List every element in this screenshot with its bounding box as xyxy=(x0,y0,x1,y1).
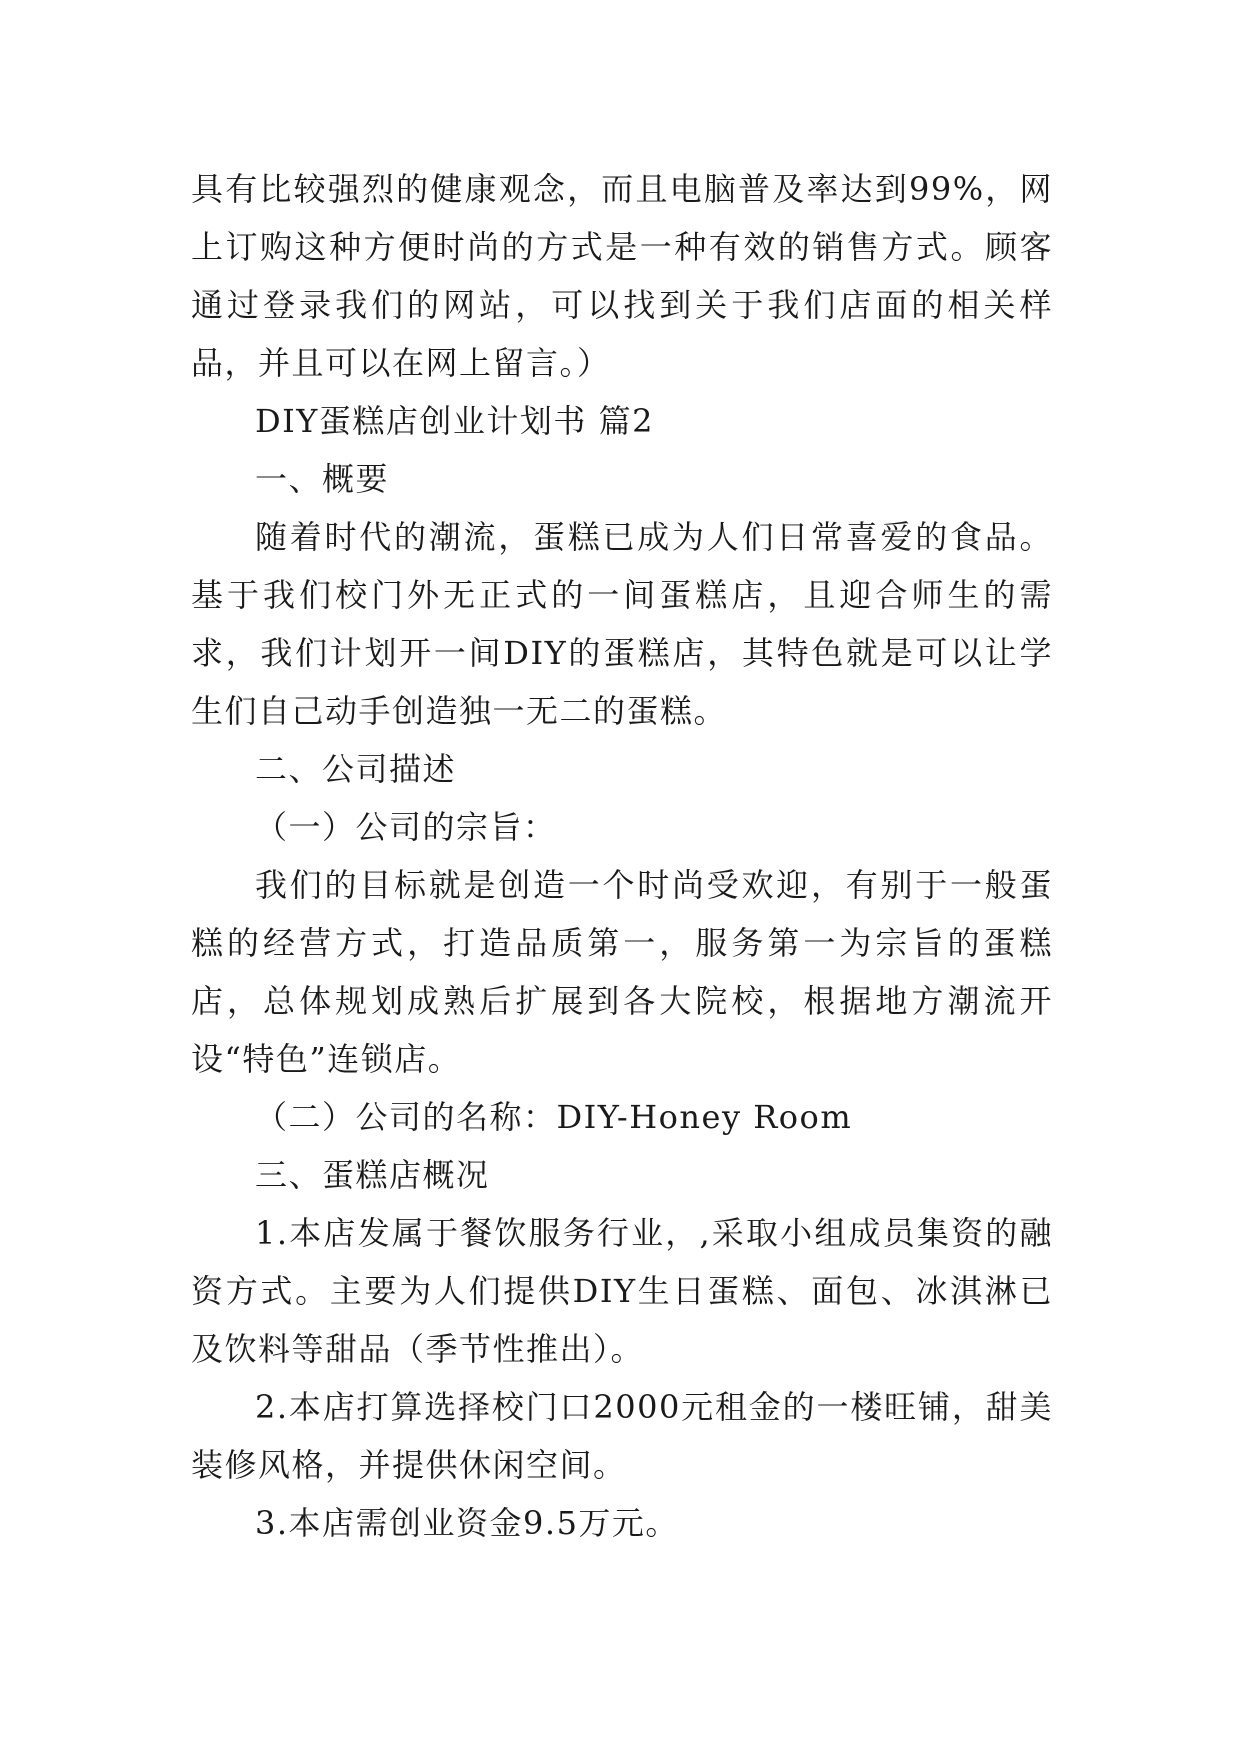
list-item-2: 2.本店打算选择校门口2000元租金的一楼旺铺，甜美装修风格，并提供休闲空间。 xyxy=(191,1388,1053,1484)
subheading-company-purpose: （一）公司的宗旨： xyxy=(255,808,557,846)
paragraph-intro-continuation: 具有比较强烈的健康观念，而且电脑普及率达到99%，网上订购这种方便时尚的方式是一种有效的销售方式。顾客通过登录我们的网站，可以找到关于我们店面的相关样品，并且可以在网上留言。） xyxy=(191,170,1053,382)
list-item-3: 3.本店需创业资金9.5万元。 xyxy=(255,1504,679,1542)
heading-overview: 一、概要 xyxy=(255,460,390,498)
heading-shop-overview: 三、蛋糕店概况 xyxy=(255,1156,490,1194)
list-item-1: 1.本店发属于餐饮服务行业，,采取小组成员集资的融资方式。主要为人们提供DIY生日蛋糕、面包、冰淇淋已及饮料等甜品（季节性推出）。 xyxy=(191,1214,1053,1368)
paragraph-company-purpose: 我们的目标就是创造一个时尚受欢迎，有别于一般蛋糕的经营方式，打造品质第一，服务第一为宗旨的蛋糕店，总体规划成熟后扩展到各大院校，根据地方潮流开设“特色”连锁店。 xyxy=(191,866,1053,1078)
subheading-company-name: （二）公司的名称：DIY-Honey Room xyxy=(255,1098,853,1136)
section-title-plan-2: DIY蛋糕店创业计划书 篇2 xyxy=(255,402,654,440)
document-body xyxy=(191,160,1053,1552)
heading-company-description: 二、公司描述 xyxy=(255,750,457,788)
paragraph-overview: 随着时代的潮流，蛋糕已成为人们日常喜爱的食品。基于我们校门外无正式的一间蛋糕店，且迎合师生的需求，我们计划开一间DIY的蛋糕店，其特色就是可以让学生们自己动手创造独一无二的蛋糕。 xyxy=(191,518,1053,730)
